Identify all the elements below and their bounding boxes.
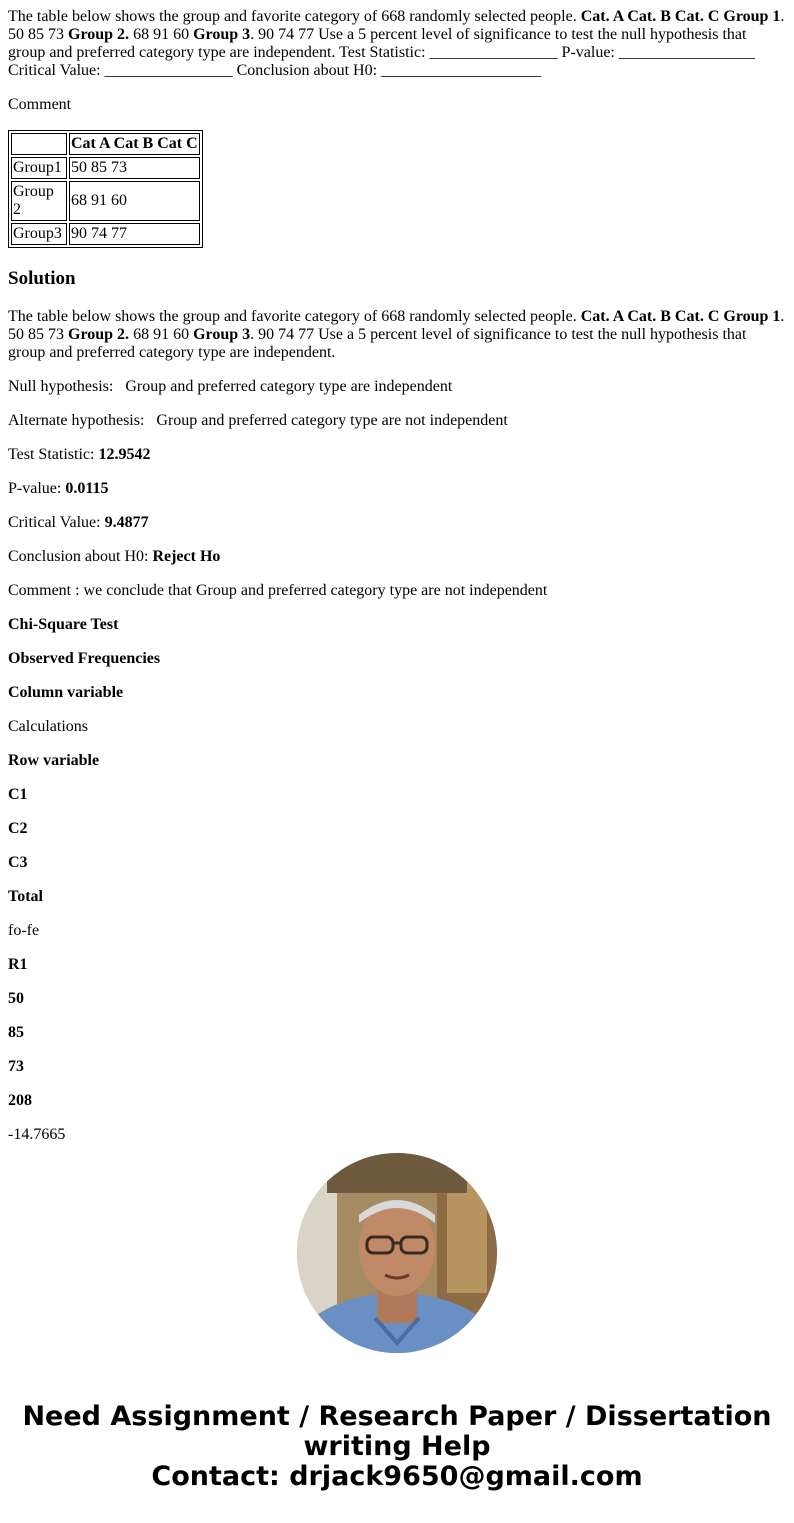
calc-line-text: C3 — [8, 854, 28, 871]
calc-line-text: 85 — [8, 1024, 24, 1041]
calc-line-text: C1 — [8, 786, 28, 803]
table-row-label: Group 2 — [11, 181, 67, 221]
calc-line — [8, 684, 786, 702]
table-row — [11, 157, 200, 179]
calc-line — [8, 922, 786, 940]
question-intro: The table below shows the group and favorite category of 668 randomly selected people. — [8, 8, 581, 25]
alternate-hypothesis — [8, 412, 786, 430]
table-header-empty — [11, 133, 67, 155]
question-after-group2: 68 91 60 — [129, 26, 194, 43]
conclusion — [8, 548, 786, 566]
table-row — [11, 181, 200, 221]
solution-heading: Solution — [8, 268, 76, 289]
table-row — [11, 223, 200, 245]
critical-value-label: Critical Value: — [8, 514, 105, 531]
calc-line-text: Column variable — [8, 684, 124, 701]
null-hypothesis-text: Group and preferred category type are independent — [125, 378, 453, 395]
question-blanks: Test Statistic: ________________ P-value: _________________ Critical Value: ________________ Conclusion about H0: ____________________ — [8, 44, 755, 79]
table-header-categories: Cat A Cat B Cat C — [69, 133, 200, 155]
calc-line — [8, 616, 786, 634]
calc-line-text: Observed Frequencies — [8, 650, 161, 667]
solution-question-group3-bold: Group 3 — [193, 326, 251, 343]
question-text — [8, 8, 786, 80]
solution-question-group2-bold: Group 2. — [68, 326, 130, 343]
calc-line-text: fo-fe — [8, 922, 40, 939]
question-after-group1: . 50 85 73 — [8, 8, 785, 43]
critical-value — [8, 514, 786, 532]
calc-line-text: 208 — [8, 1092, 32, 1109]
null-hypothesis-label: Null hypothesis: — [8, 378, 114, 395]
solution-question-after-group1: . 50 85 73 — [8, 308, 785, 343]
solution-question-after-group3: . 90 74 77 Use a 5 percent level of significance to test the null hypothesis that group and preferred category type are independent. — [8, 326, 747, 361]
table-row-label: Group3 — [11, 223, 67, 245]
calculation-lines — [8, 616, 786, 1144]
calc-line — [8, 990, 786, 1008]
calc-line — [8, 752, 786, 770]
question-after-group3: . 90 74 77 Use a 5 percent level of significance to test the null hypothesis that group and preferred category type are independent. — [8, 26, 747, 61]
solution-question-text — [8, 308, 786, 362]
table-row-values: 90 74 77 — [69, 223, 200, 245]
data-table — [8, 130, 203, 248]
table-row-values: 50 85 73 — [69, 157, 200, 179]
calc-line-text: Chi-Square Test — [8, 616, 119, 633]
table-row-label: Group1 — [11, 157, 67, 179]
portrait-image — [297, 1153, 497, 1353]
promo-line-1: Need Assignment / Research Paper / Dissertation — [22, 1401, 772, 1432]
calc-line — [8, 1092, 786, 1110]
calc-line — [8, 1126, 786, 1144]
calc-line — [8, 718, 786, 736]
calc-line-text: R1 — [8, 956, 28, 973]
question-group2-bold: Group 2. — [68, 26, 130, 43]
alternate-hypothesis-text: Group and preferred category type are not independent — [156, 412, 508, 429]
test-statistic-value: 12.9542 — [98, 446, 151, 463]
promo-line-2: writing Help — [303, 1431, 491, 1462]
calc-line — [8, 854, 786, 872]
calc-line-text: 50 — [8, 990, 24, 1007]
calc-line — [8, 786, 786, 804]
calc-line — [8, 888, 786, 906]
solution-comment: Comment : we conclude that Group and preferred category type are not independent — [8, 582, 548, 599]
test-statistic — [8, 446, 786, 464]
calc-line — [8, 1024, 786, 1042]
solution-question-header-bold: Cat. A Cat. B Cat. C Group 1 — [580, 308, 781, 325]
critical-value-value: 9.4877 — [104, 514, 149, 531]
solution-question-intro: The table below shows the group and favorite category of 668 randomly selected people. — [8, 308, 581, 325]
test-statistic-label: Test Statistic: — [8, 446, 99, 463]
calc-line-text: -14.7665 — [8, 1126, 66, 1143]
avatar — [297, 1153, 497, 1353]
table-header-row — [11, 133, 200, 155]
promo-line-3: Contact: drjack9650@gmail.com — [151, 1461, 643, 1492]
calc-line-text: Calculations — [8, 718, 88, 735]
solution-question-after-group2: 68 91 60 — [129, 326, 194, 343]
question-group3-bold: Group 3 — [193, 26, 251, 43]
table-row-values: 68 91 60 — [69, 181, 200, 221]
calc-line-text: Total — [8, 888, 43, 905]
calc-line-text: Row variable — [8, 752, 100, 769]
calc-line — [8, 820, 786, 838]
p-value-label: P-value: — [8, 480, 66, 497]
p-value-value: 0.0115 — [65, 480, 109, 497]
conclusion-label: Conclusion about H0: — [8, 548, 153, 565]
comment-label: Comment — [8, 96, 72, 113]
calc-line — [8, 1058, 786, 1076]
calc-line — [8, 956, 786, 974]
alternate-hypothesis-label: Alternate hypothesis: — [8, 412, 145, 429]
calc-line-text: C2 — [8, 820, 28, 837]
p-value — [8, 480, 786, 498]
conclusion-value: Reject Ho — [152, 548, 221, 565]
calc-line — [8, 650, 786, 668]
null-hypothesis — [8, 378, 786, 396]
calc-line-text: 73 — [8, 1058, 24, 1075]
question-header-bold: Cat. A Cat. B Cat. C Group 1 — [580, 8, 781, 25]
promo-banner — [0, 1402, 794, 1492]
